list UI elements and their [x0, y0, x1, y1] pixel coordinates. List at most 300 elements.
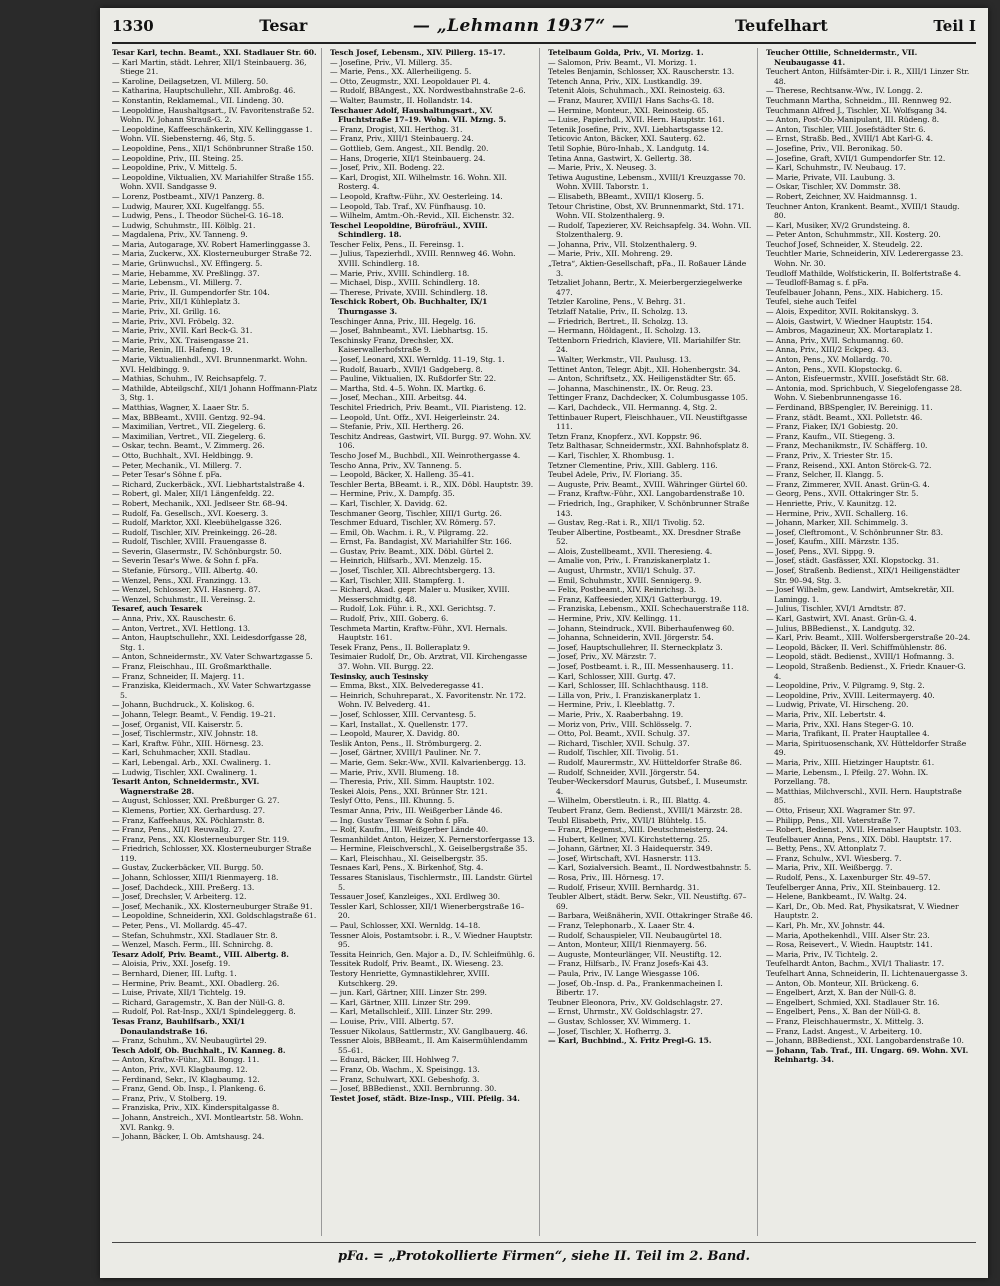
- directory-entry: — Rosa, Reisevert., V. Wiedn. Hauptstr. 141.: [766, 940, 933, 950]
- directory-entry: Teubner Eleonora, Priv., XV. Goldschlagstr. 27.: [548, 997, 723, 1007]
- directory-entry: — Hermine, Priv., I. Kleeblattg. 7.: [548, 700, 675, 710]
- directory-entry: — Maria, Priv., XII. Lebertstr. 4.: [766, 709, 886, 719]
- directory-entry: — Maximilian, Vertret., VII. Ziegelerg. 6.: [112, 422, 266, 432]
- directory-entry: — Josef, Mechanik., XX. Klosterneuburger Straße 91.: [112, 901, 313, 911]
- directory-entry: — Robert, Bedienst., XVII. Hernalser Hauptstr. 103.: [766, 825, 962, 835]
- directory-entry: — Leopoldine, Schneiderin, XXI. Goldschlagstraße 61.: [112, 911, 317, 921]
- directory-entry: — Karl, Musiker, XV/2 Grundsteing. 8.: [766, 220, 910, 230]
- directory-entry: — Lorenz, Postbeamt., XIV/1 Panzerg. 8.: [112, 191, 265, 201]
- directory-entry: Teubel Adele, Priv., IV. Floriang. 35.: [548, 470, 683, 480]
- directory-entry: — Emil, Schuhmstr., XVIII. Sennigerg. 9.: [548, 575, 702, 585]
- directory-entry: — Anton, Hauptschullehr., XXI. Leidesdorfgasse 28, Stg. 1.: [112, 633, 307, 652]
- directory-entry: Tesar Karl, techn. Beamt., XXI. Stadlauer Str. 60.: [112, 48, 317, 57]
- directory-entry: — Anna, Priv., XVII. Schumanng. 60.: [766, 335, 904, 345]
- directory-entry: — Marie, Priv., XX. Traisengasse 21.: [112, 335, 249, 345]
- directory-entry: — Auguste, Priv. Beamt., XVIII. Währinger Gürtel 60.: [548, 479, 748, 489]
- directory-entry: — Hermine, Priv., XVII. Schallerg. 16.: [766, 508, 908, 518]
- directory-entry: — August, Schlosser, XXI. Preßburger G. 27.: [112, 796, 280, 806]
- directory-entry: „Tetra“, Aktien-Gesellschaft, pFa., II. Roßauer Lände 3.: [548, 259, 747, 278]
- directory-entry: — Josef, Mechan., XIII. Arbeitsg. 44.: [330, 393, 467, 403]
- directory-entry: — Maria, Priv., XXI. Hans Steger-G. 10.: [766, 719, 914, 729]
- directory-entry: — Mathias, Schuhm., IV. Reichsapfelg. 7.: [112, 374, 267, 384]
- directory-entry: Tesas Franz, Bauhilfsarb., XXI/1 Donaulandstraße 16.: [112, 1016, 246, 1036]
- directory-entry: — Franz, Zimmerer, XVII. Anast. Grün-G. 4.: [766, 479, 930, 489]
- directory-entry: — Hubert, Kellner, XVI. Kirchstetterng. 25.: [548, 834, 710, 844]
- directory-entry: — Johanna, Priv., VII. Stolzenthalerg. 9.: [548, 239, 697, 249]
- directory-entry: — Klemens, Portier, XX. Gerhardusg. 27.: [112, 805, 265, 815]
- directory-entry: — Oskar, Tischler, XV. Dommstr. 38.: [766, 182, 901, 192]
- directory-entry: — Matthias, Wagner, X. Laaer Str. 5.: [112, 402, 249, 412]
- directory-entry: — Robert, Zeichner, XV. Haidmannsg. 1.: [766, 191, 917, 201]
- directory-entry: Teticovic Anton, Bäcker, XXI. Sauterg. 62.: [548, 134, 706, 144]
- directory-entry: — Ferdinand, BBSpengler, IV. Bereinigg. 11.: [766, 402, 933, 412]
- directory-entry: — Peter Anton, Schuhmmstr., XII. Kosterg. 20.: [766, 230, 941, 240]
- directory-entry: — Louise, Priv., VIII. Albertg. 57.: [330, 1016, 454, 1026]
- directory-entry: — Ludwig, Private, VI. Hirscheng. 20.: [766, 700, 909, 710]
- directory-entry: — Franz, Kraftw.-Führ., XXI. Langobardenstraße 10.: [548, 489, 745, 499]
- directory-entry: — Karl, Lebengal. Arb., XXI. Cwalinerg. 1.: [112, 757, 271, 767]
- directory-entry: — Max, BBBeamt., XVIII. Gentzg. 92–94.: [112, 412, 266, 422]
- directory-entry: Teuchmann Martha, Schneidm., III. Rennweg 92.: [766, 95, 952, 105]
- directory-entry: — Rudolf, Pens., X. Laxenburger Str. 49–57.: [766, 873, 931, 883]
- directory-entry: Tetenik Josefine, Priv., XVI. Liebhartsgasse 12.: [548, 124, 724, 134]
- directory-entry: — Maria, Autogarage, XV. Robert Hamerlinggasse 3.: [112, 239, 311, 249]
- directory-entry: — Peter Tesar's Söhne f. pFa.: [112, 470, 222, 480]
- directory-entry: — Hermine, Priv., X. Dampfg. 35.: [330, 489, 455, 499]
- directory-entry: — Otto, Buchhalt., XVI. Heldbingg. 9.: [112, 450, 253, 460]
- directory-entry: — Johann, Schlosser, XIII/1 Rienmayerg. 18.: [112, 873, 279, 883]
- directory-entry: — Anton, Tischler, VIII. Josefstädter Str. 6.: [766, 124, 926, 134]
- directory-entry: Tesmanhildet Anton, Heizer, X. Pernerstorfergasse 13.: [330, 834, 535, 844]
- directory-entry: — Johann, Buchdruck., X. Koliskog. 6.: [112, 700, 255, 710]
- directory-entry: — Josef, Postbeamt. i. R., III. Messenhauserg. 11.: [548, 662, 734, 671]
- directory-entry: — Franz, Gend. Ob. Insp., I. Plankeng. 6.: [112, 1084, 266, 1094]
- directory-entry: — Franz, Ob. Wachm., X. Speisingg. 13.: [330, 1064, 480, 1074]
- directory-entry: — Marie, Priv., II. Gumpendorfer Str. 104.: [112, 287, 270, 297]
- directory-entry: — Magdalena, Priv., XV. Tanneng. 9.: [112, 230, 248, 240]
- directory-entry: Tesch Josef, Lebensm., XIV. Pillerg. 15–17.: [330, 48, 506, 57]
- directory-entry: — Josefine, Priv., VI. Millerg. 35.: [330, 57, 453, 67]
- directory-entry: — Anna, Priv., XX. Rauschestr. 6.: [112, 614, 236, 624]
- directory-entry: — Luise, Private, XII/1 Tichtelg. 19.: [112, 988, 246, 998]
- directory-entry: — Josef, Priv., XV. Märzstr. 7.: [548, 652, 657, 662]
- column-4: [766, 48, 976, 1236]
- directory-entry: — Josef, Wirtschaft, XVI. Hasnerstr. 113.: [548, 853, 701, 863]
- directory-entry: — Josef, Kaufm., XIII. Märzstr. 135.: [766, 537, 899, 547]
- directory-entry: Teschler Berta, BBeamt. i. R., XIX. Döbl. Hauptstr. 39.: [330, 479, 534, 489]
- directory-entry: — Karl, Dachdeck., VII. Hermanng. 4, Stg. 2.: [548, 402, 718, 412]
- directory-entry: Tesch Adolf, Ob. Buchhalt., IV. Kanneg. 8.: [112, 1045, 286, 1055]
- directory-entry: — Franz, Fiaker, IX/1 Gobiestg. 20.: [766, 422, 898, 432]
- publication-title: — „Lehmann 1937“ —: [412, 16, 630, 36]
- directory-entry: — Ludwig, Pens., I. Theodor Süchel-G. 16–18.: [112, 211, 284, 221]
- part-label: Teil I: [933, 17, 976, 35]
- directory-entry: — Franziska, Lebensm., XXII. Schechauerstraße 118.: [548, 604, 749, 614]
- directory-entry: — Karl, Tischler, X. Rhombusg. 1.: [548, 450, 675, 460]
- directory-entry: — Marie, Gem. Sekr.-Ww., XVII. Kalvarienbergg. 13.: [330, 757, 526, 767]
- directory-entry: — Elisabeth, BBeamt., XVIII/1 Kloserg. 5.: [548, 191, 704, 201]
- directory-entry: Tescho Anna, Priv., XV. Tanneng. 5.: [330, 460, 462, 470]
- directory-entry: — Rudolf, BBAngest., XX. Nordwestbahnstraße 2–6.: [330, 86, 526, 96]
- directory-entry: — Theresia, Priv., XII. Simm. Hauptstr. 102.: [330, 777, 495, 787]
- directory-entry: — Rudolf, Schauspieler, VII. Neubaugürtel 18.: [548, 930, 722, 940]
- directory-entry: Testory Henriette, Gymnastiklehrer, XVIII. Kutschkerg. 29.: [330, 969, 490, 988]
- directory-entry: — Hans, Drogerie, XII/1 Steinbauerg. 24.: [330, 153, 486, 163]
- directory-entry: Tetenit Alois, Schuhmach., XXI. Reinosteig. 63.: [548, 86, 725, 96]
- directory-entry: — Marie, Priv., XVII. Karl Beck-G. 31.: [112, 326, 253, 336]
- directory-entry: Teufelhardt Anton, Bachm., XVI/1 Thaliastr. 17.: [766, 959, 944, 969]
- directory-entry: — Engelbert, Pens., X. Ban der Nüll-G. 8.: [766, 1007, 921, 1017]
- directory-entry: — Anton, Pens., XVII. Klopstockg. 6.: [766, 364, 902, 374]
- directory-entry: Tessares Stanislaus, Tischlermstr., III. Landstr. Gürtel 5.: [330, 873, 533, 892]
- directory-entry: — Franz, Schuhm., XV. Neubaugürtel 29.: [112, 1036, 267, 1046]
- directory-entry: — Johann, Gärtner, XI. 3 Haidequerstr. 349.: [548, 844, 713, 854]
- directory-entry: — Mathilde, Abteilgschf., XII/1 Johann Hoffmann-Platz 3, Stg. 1.: [112, 383, 317, 403]
- directory-entry: — Franz, Kaffeesieder, XIX/1 Gatterburgg. 19.: [548, 594, 722, 604]
- directory-entry: — Julius, BBBedienst., X. Landgutg. 32.: [766, 623, 915, 633]
- directory-entry: — Franz, Pens., XX. Klosterneuburger Str. 119.: [112, 834, 290, 844]
- directory-entry: — Franz, Reisend., XXI. Anton Störck-G. 72.: [766, 460, 932, 470]
- directory-entry: — Anton, Vertret., XVI. Hettlong. 13.: [112, 623, 250, 633]
- directory-entry: — Marie, Priv., XVI. Fröbelg. 32.: [112, 316, 234, 326]
- directory-entry: — Otto, Zeugmstr., XXI. Leopoldauer Pl. 4.: [330, 76, 491, 86]
- directory-entry: — Johann, Bäcker, I. Ob. Amtshausg. 24.: [112, 1132, 265, 1142]
- page-header: [112, 16, 976, 40]
- directory-entry: Teschauer Adolf, Haushaltungsart., XV. Fluchtstraße 17–19. Wohn. VII. Mzng. 5.: [330, 105, 507, 125]
- directory-entry: — Marie, Priv., X. Raaberbahng. 19.: [548, 709, 684, 719]
- directory-entry: — Anton, Schneidermstr., XV. Vater Schwartzgasse 5.: [112, 652, 313, 662]
- directory-entry: — Betty, Pens., XV. Attonplatz 7.: [766, 844, 887, 854]
- directory-entry: — Karl, Kraftw. Führ., XIII. Hörnesg. 23.: [112, 738, 264, 748]
- directory-entry: Teudloff Mathilde, Wolfstickerin, II. Bolfertstraße 4.: [766, 268, 961, 278]
- directory-entry: — Gustav, Reg.-Rat i. R., XII/1 Tivolig. 52.: [548, 518, 705, 528]
- directory-entry: — Rudolf, Tapezierer, XV. Reichsapfelg. 34. Wohn. VII. Stolzenthalerg. 9.: [548, 220, 752, 240]
- directory-entry: — Marie, Private, VII. Laubung. 3.: [766, 172, 895, 182]
- directory-entry: — Johann, Marker, XII. Schimmelg. 3.: [766, 518, 908, 528]
- directory-entry: — Franz, Selcher, II. Klangg. 5.: [766, 470, 884, 480]
- directory-entry: Tesmar Anna, Priv., III. Weißgerber Lände 46.: [330, 805, 503, 815]
- right-running-head: Teufelhart: [734, 16, 828, 35]
- directory-page: [100, 8, 988, 1278]
- directory-entry: — Robert, Mechanik., XXI. Jedlseer Str. 68–94.: [112, 498, 288, 508]
- directory-entry: — Anton, Pens., XV. Mollardg. 70.: [766, 355, 893, 364]
- directory-entry: — Leopold, Bäcker, X. Halleng. 35–41.: [330, 470, 474, 480]
- directory-entry: Teschel Leopoldine, Bürofräul., XVIII. Schindlerg. 18.: [330, 220, 488, 240]
- directory-entry: — Josef, städt. Gasfässer, XXI. Klopstockg. 31.: [766, 556, 939, 566]
- directory-entry: — Engelbert, Schmied, XXI. Stadlauer Str. 16.: [766, 997, 940, 1007]
- directory-entry: — Johann, Telegr. Beamt., V. Fendig. 19–21.: [112, 709, 276, 719]
- directory-entry: Teuchof Josef, Schneider, X. Steudelg. 22.: [766, 239, 923, 249]
- directory-entry: — Katharina, Hauptschullehr., XII. Ambroßg. 46.: [112, 86, 296, 96]
- directory-entry: Tetiwa Augustine, Lebensm., XVIII/1 Kreuzgasse 70. Wohn. XVIII. Taborstr. 1.: [548, 172, 746, 192]
- directory-entry: — Hermine, Fleischverschl., X. Geiselbergstraße 35.: [330, 844, 528, 854]
- directory-entry: — Leopold, Tab. Traf., XV. Fünfhausg. 10.: [330, 201, 486, 211]
- directory-entry: — Maria, Apothekenhdl., VIII. Alser Str. 23.: [766, 930, 930, 940]
- directory-entry: — Karl, Fleischhau., XI. Geiselbergstr. 35.: [330, 853, 488, 863]
- directory-entry: — Peter, Pens., VI. Mollardg. 45–47.: [112, 921, 247, 931]
- directory-entry: — Rudolf, Priv., XIII. Goberg. 6.: [330, 614, 449, 624]
- directory-entry: Tesaref, auch Tesarek: [112, 604, 203, 614]
- directory-entry: — Karl, Drogist, XII. Wilhelmstr. 16. Wohn. XII. Rosterg. 4.: [330, 172, 507, 192]
- directory-entry: — Karl, Tischler, X. Davidg. 62.: [330, 498, 448, 508]
- directory-entry: — Josef, Hauptschullehrer, II. Sterneckplatz 3.: [548, 642, 723, 652]
- column-3: [548, 48, 758, 1236]
- directory-entry: — Karl, Gärtner, XIII. Linzer Str. 299.: [330, 997, 471, 1007]
- directory-entry: — Leopoldine, Priv., XVIII. Leitermayerg. 40.: [766, 690, 935, 700]
- directory-entry: — Karl, Metallschleif., XIII. Linzer Str. 299.: [330, 1007, 493, 1017]
- directory-entry: — Franz, Priv., X. Triester Str. 15.: [766, 450, 893, 460]
- directory-entry: — Franziska, Priv., XIX. Kinderspitalgasse 8.: [112, 1103, 280, 1113]
- directory-entry: — Rudolf, Bauarb., XVII/1 Gadgeberg. 8.: [330, 364, 483, 374]
- directory-entry: — Maria, Priv., XIII. Hietzinger Hauptstr. 61.: [766, 757, 935, 767]
- directory-entry: — Pauline, Viktualien, IX. Rußdorfer Str. 22.: [330, 374, 496, 384]
- directory-entry: — Johanna, Maschinenstr., IX. Or. Reug. 23.: [548, 383, 713, 393]
- directory-entry: — Franz, Mechanikmstr., IV. Schäfferg. 10.: [766, 441, 928, 451]
- directory-entry: — Karl, Schuhmacher, XXII. Stadlau.: [112, 748, 251, 758]
- directory-entry: — Johann, BBBedienst., XXI. Langobardenstraße 10.: [766, 1036, 964, 1046]
- directory-entry: — jun. Karl, Gärtner, XIII. Linzer Str. 299.: [330, 988, 487, 998]
- directory-entry: — Wilhelm, Amtm.-Oh.-Revid., XII. Eichenstr. 32.: [330, 211, 515, 221]
- directory-entry: — Leopoldine, Haushaltgsart., IV. Favoritenstraße 52. Wohn. IV. Johann Strauß-G. 2.: [112, 105, 315, 125]
- directory-entry: — Rudolf, Lok. Führ. i. R., XXI. Gerichtsg. 7.: [330, 604, 496, 614]
- directory-entry: — Franz, Maurer, XVIII/1 Hans Sachs-G. 18.: [548, 95, 714, 105]
- directory-entry: — Karl, Tischler, XIII. Stampferg. 1.: [330, 575, 465, 585]
- directory-entry: Teuchert Anton, Hilfsämter-Dir. i. R., XIII/1 Linzer Str. 48.: [766, 67, 970, 86]
- directory-entry: Tetzner Clementine, Priv., XIII. Gablerg. 116.: [548, 460, 718, 470]
- directory-entry: Tessler Karl, Schlosser, XII/1 Wienerbergstraße 16–20.: [330, 901, 525, 921]
- directory-entry: Teufelhart Anna, Schneiderin, II. Lichtenauergasse 3.: [766, 969, 968, 978]
- directory-entry: Tescho Josef M., Buchbdl., XII. Weinrothergasse 4.: [330, 450, 521, 460]
- directory-entry: — Marie, Pens., XX. Allerheiligeng. 5.: [330, 67, 472, 77]
- directory-entry: Tessuer Nikolaus, Sattlermstr., XV. Ganglbauerg. 46.: [330, 1026, 528, 1036]
- directory-entry: — Paul, Schlosser, XXI. Wernldg. 14–18.: [330, 921, 481, 931]
- directory-entry: — Franz, Schneider, II. Majerg. 11.: [112, 671, 245, 681]
- directory-entry: — Moriz von, Priv., VIII. Schlösselg. 7.: [548, 719, 692, 729]
- directory-entry: — Richard, Garagemstr., X. Ban der Nüll-G. 8.: [112, 997, 285, 1007]
- directory-entry: Tesek Franz, Pens., II. Bolleraplatz 9.: [330, 642, 470, 652]
- directory-entry: Teuchtler Marie, Schneiderin, XIV. Lederergasse 23. Wohn. Nr. 30.: [766, 249, 964, 269]
- directory-entry: — Otto, Pol. Beamt., XVII. Schulg. 37.: [548, 729, 690, 739]
- directory-entry: — Aloisia, Priv., XXI. Josefg. 19.: [112, 959, 231, 969]
- directory-entry: — Anton, Schriftsetz., XX. Heiligenstädter Str. 65.: [548, 374, 736, 384]
- directory-entry: Tesnaes Karl, Pens., X. Birkenhof, Stg. 4.: [330, 863, 484, 873]
- directory-entry: — Peter, Mechanik., VI. Millerg. 7.: [112, 460, 242, 470]
- directory-entry: — Hermine, Priv. Beamt., XXI. Obadlerg. 26.: [112, 978, 280, 988]
- directory-entry: Tescher Felix, Pens., II. Fereinsg. 1.: [330, 239, 464, 249]
- directory-entry: — Franz, Kaufm., VII. Stiegeng. 3.: [766, 431, 895, 441]
- directory-entry: — Johann, Steindruck., XVII. Biberhaufenweg 60.: [548, 623, 735, 633]
- directory-entry: — Marie, Lebensm., VI. Millerg. 7.: [112, 278, 242, 288]
- directory-entry: — Leopold, städt. Bedienst., XVIII/1 Hofmanng. 3.: [766, 652, 955, 662]
- directory-entry: Teslik Anton, Pens., II. Strömburgerg. 2.: [330, 738, 482, 748]
- directory-entry: — Maria, Trafikant, II. Prater Hauptallee 4.: [766, 729, 930, 739]
- directory-entry: Tessitek Rudolf, Priv. Beamt., IX. Wieseng. 23.: [330, 959, 504, 969]
- directory-entry: Teschinger Anna, Priv., III. Hegelg. 16.: [330, 316, 476, 326]
- directory-entry: — Rudolf, Pol. Rat-Insp., XXI/1 Spindeleggerg. 8.: [112, 1007, 296, 1017]
- directory-entry: Tetzler Karoline, Pens., V. Behrg. 31.: [548, 297, 686, 307]
- directory-entry: Teufelbauer Johann, Pens., XIX. Habicherg. 15.: [766, 287, 943, 297]
- directory-entry: — Georg, Pens., XVII. Ottakringer Str. 5.: [766, 489, 919, 499]
- directory-entry: — Salomon, Priv. Beamt., VI. Morizg. 1.: [548, 57, 697, 67]
- directory-entry: — Hermann, Höldagent., II. Scholzg. 13.: [548, 326, 701, 336]
- directory-entry: Teubler Albert, städt. Berw. Sekr., VII. Neustiftg. 67–69.: [548, 892, 747, 911]
- directory-entry: — Leopold, Unt. Offz., XVI. Heigerleinstr. 24.: [330, 412, 500, 422]
- directory-entry: Teuber Albertine, Postbeamt., XX. Dresdner Straße 52.: [548, 527, 741, 547]
- directory-entry: — Leopoldine, Kaffeeschänkerin, XIV. Kellinggasse 1. Wohn. VII. Siebensterng. 46, Stg. 5.: [112, 124, 313, 144]
- directory-entry: — Rudolf, Maurermstr., XV. Hütteldorfer Straße 86.: [548, 757, 742, 767]
- directory-entry: — Marie, Priv., XII/1 Kühleplatz 3.: [112, 297, 240, 307]
- directory-entry: Tettinbauer Rupert, Fleischhauer., VII. Neustiftgasse 111.: [548, 412, 748, 432]
- directory-entry: — Karl, Ph. Mr., XV. Johnstr. 44.: [766, 921, 885, 931]
- directory-entry: — Franz, Telephonarb., X. Laaer Str. 4.: [548, 921, 695, 931]
- directory-entry: — Stefan, Schuhmstr., XXI. Stadlauer Str. 8.: [112, 930, 278, 940]
- directory-entry: — Karl Martin, städt. Lehrer, XII/1 Steinbauerg. 36, Stiege 21.: [112, 57, 307, 77]
- directory-entry: Tetench Anna, Priv., XIX. Lustkandlg. 39.: [548, 76, 702, 86]
- directory-entry: — Josef, Tischler, XII. Albrechtsbergerg. 13.: [330, 566, 495, 576]
- directory-entry: — Johanna, Schneiderin, XVII. Jörgerstr. 54.: [548, 633, 714, 643]
- directory-entry: — Rolf, Kaufm., III. Weißgerber Lände 40.: [330, 825, 489, 835]
- directory-entry: — Amalie von, Priv., I. Franziskanerplatz 1.: [548, 556, 711, 566]
- directory-entry: — Franz, Schulwart, XXI. Gebeshofg. 3.: [330, 1074, 480, 1084]
- directory-entry: — Teudloff-Bamag s. f. pFa.: [766, 278, 869, 288]
- directory-entry: — Marie, Lebensm., I. Pfeilg. 27. Wohn. IX. Porzellang. 78.: [766, 767, 929, 787]
- directory-entry: — Maria, Zuckerw., XX. Klosterneuburger Straße 72.: [112, 249, 312, 259]
- directory-entry: Tetour Christine, Obst, XV. Brunnenmarkt, Std. 171. Wohn. VII. Stolzenthalerg. 9.: [548, 201, 744, 221]
- directory-entry: — Alois, Zustellbeamt., XVII. Theresieng. 4.: [548, 546, 713, 556]
- directory-entry: — Josef, Priv., XII. Bodeng. 22.: [330, 163, 445, 173]
- directory-entry: Tetelbaum Golda, Priv., VI. Morizg. 1.: [548, 48, 704, 57]
- directory-entry: Teschmaner Georg, Tischler, XIII/1 Gurtg. 26.: [330, 508, 502, 518]
- directory-entry: Tesarz Adolf, Priv. Beamt., VIII. Albertg. 8.: [112, 949, 289, 959]
- directory-entry: Teuber-Weckersdorf Maurus, Gutsbef., I. Museumstr. 4.: [548, 777, 748, 796]
- directory-entry: — Karl, Schlosser, III. Schlachthausg. 118.: [548, 681, 709, 691]
- directory-entry: — Maria, Priv., XII. Weißbergg. 7.: [766, 863, 893, 873]
- left-running-head: Tesar: [259, 16, 308, 35]
- directory-entry: Teubert Franz, Gem. Bedienst., XVIII/1 Märzstr. 28.: [548, 805, 743, 815]
- directory-entry: — Rosa, Priv., III. Hörnesg. 17.: [548, 873, 664, 883]
- directory-entry: Tettenborn Friedrich, Klaviere, VII. Mariahilfer Str. 24.: [548, 335, 741, 355]
- directory-entry: — Ludwig, Tischler, XXI. Cwalinerg. 1.: [112, 767, 257, 777]
- directory-entry: — Hermine, Priv., XIV. Kellingg. 11.: [548, 614, 681, 624]
- directory-entry: — Marie, Priv., X. Neuseg. 3.: [548, 163, 657, 173]
- directory-entry: — Heinrich, Hilfsarb., XVI. Menzelg. 15.: [330, 556, 482, 566]
- directory-entry: — Anton, Eisfeuermstr., XVIII. Josefstädt Str. 68.: [766, 374, 949, 384]
- directory-entry: — Marie, Priv., XII. Mohreng. 29.: [548, 249, 673, 259]
- directory-entry: — Franz, Fleischhauermstr., X. Mittelg. 3.: [766, 1016, 924, 1026]
- directory-entry: — Friedrich, Schlosser, XX. Klosterneuburger Straße 119.: [112, 844, 312, 863]
- directory-entry: — Stefanie, Fürsorg., VIII. Albertg. 40.: [112, 566, 258, 576]
- directory-entry: — Walter, Werkmstr., VII. Paulusg. 13.: [548, 355, 692, 364]
- directory-entry: — Rudolf, Friseur, XVIII. Bernhardg. 31.: [548, 882, 700, 892]
- directory-entry: Teschitel Friedrich, Priv. Beamt., VII. Piaristeng. 12.: [330, 402, 527, 412]
- directory-entry: — Oskar, techn. Beamt., V. Zimmerg. 26.: [112, 441, 265, 451]
- column-1: [112, 48, 322, 1236]
- directory-entry: Teschmer Eduard, Tischler, XV. Römerg. 57.: [330, 518, 496, 528]
- directory-entry: — Franz, Kaffeehaus, XX. Pöchlarnstr. 8.: [112, 815, 265, 825]
- directory-entry: — Franz, Schulw., XVI. Wiesberg. 7.: [766, 853, 902, 863]
- directory-columns: [112, 48, 976, 1236]
- directory-entry: Tetz Balthasar, Schneidermstr., XXI. Bahnhofsplatz 8.: [548, 441, 749, 451]
- directory-entry: — Rudolf, Schneider, XVII. Jörgerstr. 54.: [548, 767, 700, 777]
- directory-entry: — Richard, Akad. gepr. Maler u. Musiker, XVIII. Messerschmidtg. 48.: [330, 585, 510, 604]
- directory-entry: — Michael, Disp., XVIII. Schindlerg. 18.: [330, 278, 480, 288]
- directory-entry: — Rudolf, Marktor, XXI. Kleebühelgasse 326.: [112, 518, 282, 528]
- directory-entry: Teskei Alois, Pens., XXI. Brünner Str. 121.: [330, 786, 488, 796]
- directory-entry: — Leopold, Maurer, X. Davidg. 80.: [330, 729, 460, 739]
- directory-entry: — Karl, Gastwirt, XVI. Anast. Grün-G. 4.: [766, 614, 917, 624]
- directory-entry: Tesimaier Rudolf, Dr., Ob. Arztrat, VII. Kirchengasse 37. Wohn. VII. Burgg. 22.: [330, 652, 528, 671]
- directory-entry: — Anton, Post-Ob.-Manipulant, III. Rüdeng. 8.: [766, 115, 939, 125]
- directory-entry: Teuchner Anton, Krankent. Beamt., XVIII/1 Staudg. 80.: [766, 201, 960, 221]
- directory-entry: — Leopold, Kraftw.-Führ., XV. Oesterleing. 14.: [330, 191, 503, 201]
- directory-entry: — Josef, Dachdeck., XIII. Preßerg. 13.: [112, 882, 255, 892]
- directory-entry: — Marie, Viktualienhdl., XVI. Brunnenmarkt. Wohn. XVI. Heldbingg. 9.: [112, 355, 308, 374]
- directory-entry: Tessner Alois, Postamtsobr. i. R., V. Wiedner Hauptstr. 95.: [330, 930, 533, 950]
- directory-entry: Teufel, siehe auch Teifel: [766, 297, 857, 307]
- directory-entry: — Franz, Fleischhau., III. Großmarkthalle.: [112, 662, 272, 671]
- directory-entry: — Ferdinand, Sekr., IV. Klagbaumg. 12.: [112, 1074, 260, 1084]
- directory-entry: — Marie, Priv., XVIII. Schindlerg. 18.: [330, 268, 470, 278]
- directory-entry: — Konstantin, Reklamemal., VII. Lindeng. 30.: [112, 95, 284, 105]
- directory-entry: — Anton, Priv., XVI. Klagbaumg. 12.: [112, 1064, 248, 1074]
- directory-entry: Teufelberger Anna, Priv., XII. Steinbauerg. 12.: [766, 882, 941, 892]
- directory-entry: — Felix, Postbeamt., XIV. Reinrichsg. 3.: [548, 585, 696, 595]
- directory-entry: — Maximilian, Vertret., VII. Ziegelerg. 6.: [112, 431, 266, 441]
- directory-entry: — Barbara, Weißnäherin, XVII. Ottakringer Straße 46.: [548, 911, 753, 921]
- directory-entry: — Josef, Ob.-Insp. d. Pa., Frankenmacheinen I. Bibertr. 17.: [548, 978, 723, 998]
- directory-entry: — Anton, Monteur, XIII/1 Rienmayerg. 56.: [548, 940, 707, 950]
- directory-entry: — Wenzel, Schlosser, XVI. Hasnerg. 87.: [112, 585, 261, 595]
- directory-entry: — Josef, Cleftromont., V. Schönbrunner Str. 83.: [766, 527, 943, 537]
- directory-entry: Tetina Anna, Gastwirt, X. Gellertg. 38.: [548, 153, 692, 163]
- directory-entry: Tessauer Josef, Kanzleiges., XXI. Erdlweg 30.: [330, 892, 500, 902]
- directory-entry: — Marie, Hebamme, XV. Preßlingg. 37.: [112, 268, 260, 278]
- directory-entry: — Eduard, Bäcker, III. Hohlweg 7.: [330, 1055, 459, 1065]
- directory-entry: Teucher Ottilie, Schneidermstr., VII. Neubaugasse 41.: [766, 48, 918, 67]
- directory-entry: — August, Uhrmstr., XVII/1 Schulg. 37.: [548, 566, 696, 576]
- directory-entry: — Leopoldine, Priv., III. Steing. 25.: [112, 153, 244, 163]
- directory-entry: — Franz, Pflegemst., XIII. Deutschmeisterg. 24.: [548, 825, 728, 835]
- directory-entry: — Ernst, Fa. Bandagist, XV. Mariahilfer Str. 166.: [330, 537, 512, 547]
- directory-entry: — Josef, BBBedienst., XXII. Bernbrunng. 30.: [330, 1084, 497, 1094]
- directory-entry: — Marie, Renin, III. Hafeng. 19.: [112, 345, 233, 355]
- directory-entry: — Gustav, Schlosser, XV. Wimmerg. 1.: [548, 1016, 691, 1026]
- directory-entry: Testet Josef, städt. Bize-Insp., VIII. Pfeilg. 34.: [330, 1093, 520, 1103]
- directory-entry: Teschmeta Martin, Kraftw.-Führ., XVI. Hernals. Hauptstr. 161.: [330, 623, 508, 643]
- directory-entry: — Ludwig, Maurer, XXI. Kugelfangg. 55.: [112, 201, 265, 211]
- directory-entry: — Alois, Expeditor, XVII. Rokitanskyg. 3.: [766, 307, 919, 317]
- directory-entry: — Wilhelm, Oberstleutn. i. R., III. Blattg. 4.: [548, 796, 711, 806]
- header-rule: [112, 42, 976, 44]
- directory-entry: — Wenzel, Pens., XXI. Franzingg. 13.: [112, 575, 251, 585]
- directory-entry: — Emma, Bkst., XIX. Belvederegasse 41.: [330, 681, 484, 691]
- directory-entry: Teslyf Otto, Pens., III. Khunng. 5.: [330, 796, 455, 806]
- directory-entry: — Ludwig, Schuhmstr., III. Kölblg. 21.: [112, 220, 256, 230]
- directory-entry: — Josef, Straßenb. Bedienst., XIX/1 Heiligenstädter Str. 90–94, Stg. 3.: [766, 566, 960, 585]
- directory-entry: — Hermine, Monteur., XXI. Reinosteig. 65.: [548, 105, 709, 115]
- directory-entry: — Leopoldine, Priv., V. Pilgramg. 9, Stg. 2.: [766, 681, 925, 691]
- directory-entry: — Josef Wilhelm, gew. Landwirt, Amtsekretär, XII. Lamingg. 1.: [766, 585, 955, 604]
- directory-entry: — Ing. Gustav Tesmar & Sohn f. pFa.: [330, 815, 469, 825]
- directory-entry: Teubl Elisabeth, Priv., XVII/1 Blühtelg. 15.: [548, 815, 707, 825]
- directory-entry: — Helene, Bankbeamt., IV. Waltg. 24.: [766, 892, 907, 902]
- directory-entry: Tetzn Franz, Knopferz., XVI. Koppstr. 96.: [548, 431, 702, 441]
- directory-entry: — Severin, Glasermstr., IV. Schönburgstr. 50.: [112, 546, 282, 556]
- page-footer: pFa. = „Protokollierte Firmen“, siehe II. Teil im 2. Band.: [112, 1242, 976, 1269]
- directory-entry: — Ernst, Uhrmstr., XV. Goldschlagstr. 27.: [548, 1007, 703, 1017]
- directory-entry: — Marie, Grünwuchsl., XV. Effingerg. 5.: [112, 259, 263, 269]
- directory-entry: — Auguste, Monteurlänger, VII. Neustiftg. 12.: [548, 949, 722, 959]
